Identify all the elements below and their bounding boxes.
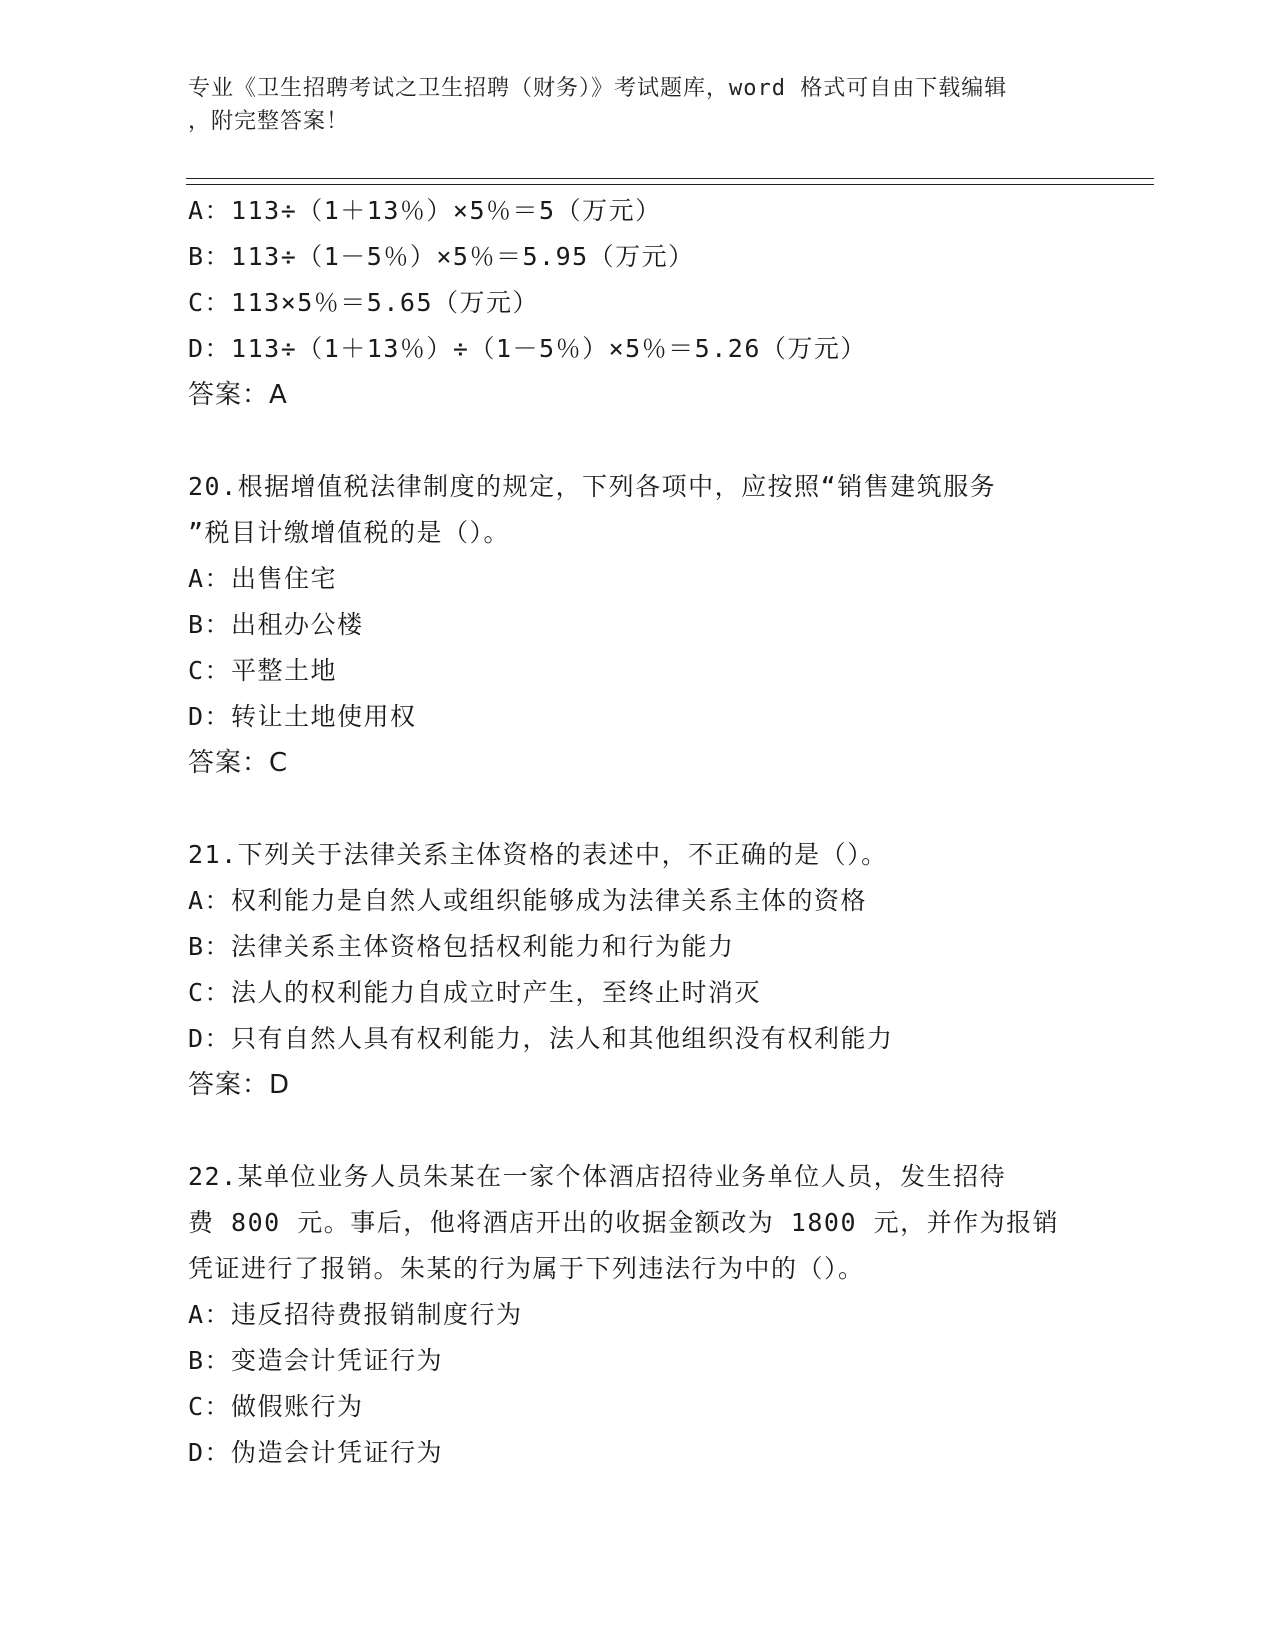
option-b: B：出租办公楼 (188, 610, 364, 639)
option-c: C：法人的权利能力自成立时产生，至终止时消灭 (188, 978, 762, 1007)
header-rule-top (186, 178, 1154, 179)
question-stem: 21.下列关于法律关系主体资格的表述中，不正确的是（）。 (188, 840, 888, 869)
answer: 答案：A (188, 380, 288, 410)
question-stem: 凭证进行了报销。朱某的行为属于下列违法行为中的（）。 (188, 1254, 865, 1283)
spacer (188, 1108, 1088, 1154)
question-21 (188, 832, 1088, 1108)
option-c: C：做假账行为 (188, 1392, 364, 1421)
question-19 (188, 188, 1088, 418)
option-d: D：转让土地使用权 (188, 702, 417, 731)
option-d: D：113÷（1＋13％）÷（1－5％）×5％＝5.26（万元） (188, 334, 867, 363)
option-b: B：113÷（1－5％）×5％＝5.95（万元） (188, 242, 695, 271)
document-body (188, 188, 1088, 1476)
option-a: A：违反招待费报销制度行为 (188, 1300, 523, 1329)
question-20 (188, 464, 1088, 786)
option-a: A：113÷（1＋13％）×5％＝5（万元） (188, 196, 662, 225)
question-stem: ”税目计缴增值税的是（）。 (188, 518, 511, 547)
header-rule-bottom (186, 184, 1154, 185)
header-line-1: 专业《卫生招聘考试之卫生招聘（财务）》考试题库，word 格式可自由下载编辑 (188, 76, 1008, 101)
option-a: A：出售住宅 (188, 564, 338, 593)
spacer (188, 786, 1088, 832)
option-a: A：权利能力是自然人或组织能够成为法律关系主体的资格 (188, 886, 868, 915)
question-stem: 22.某单位业务人员朱某在一家个体酒店招待业务单位人员，发生招待 (188, 1162, 1007, 1191)
option-d: D：只有自然人具有权利能力，法人和其他组织没有权利能力 (188, 1024, 894, 1053)
question-22 (188, 1154, 1088, 1476)
spacer (188, 418, 1088, 464)
answer: 答案：D (188, 1070, 291, 1100)
option-b: B：法律关系主体资格包括权利能力和行为能力 (188, 932, 735, 961)
question-stem: 费 800 元。事后，他将酒店开出的收据金额改为 1800 元，并作为报销 (188, 1208, 1060, 1237)
question-stem: 20.根据增值税法律制度的规定，下列各项中，应按照“销售建筑服务 (188, 472, 997, 501)
page-header (188, 72, 1068, 138)
option-c: C：平整土地 (188, 656, 338, 685)
header-line-2: ，附完整答案！ (188, 109, 350, 134)
option-d: D：伪造会计凭证行为 (188, 1438, 444, 1467)
option-c: C：113×5％＝5.65（万元） (188, 288, 540, 317)
answer: 答案：C (188, 748, 289, 778)
option-b: B：变造会计凭证行为 (188, 1346, 444, 1375)
